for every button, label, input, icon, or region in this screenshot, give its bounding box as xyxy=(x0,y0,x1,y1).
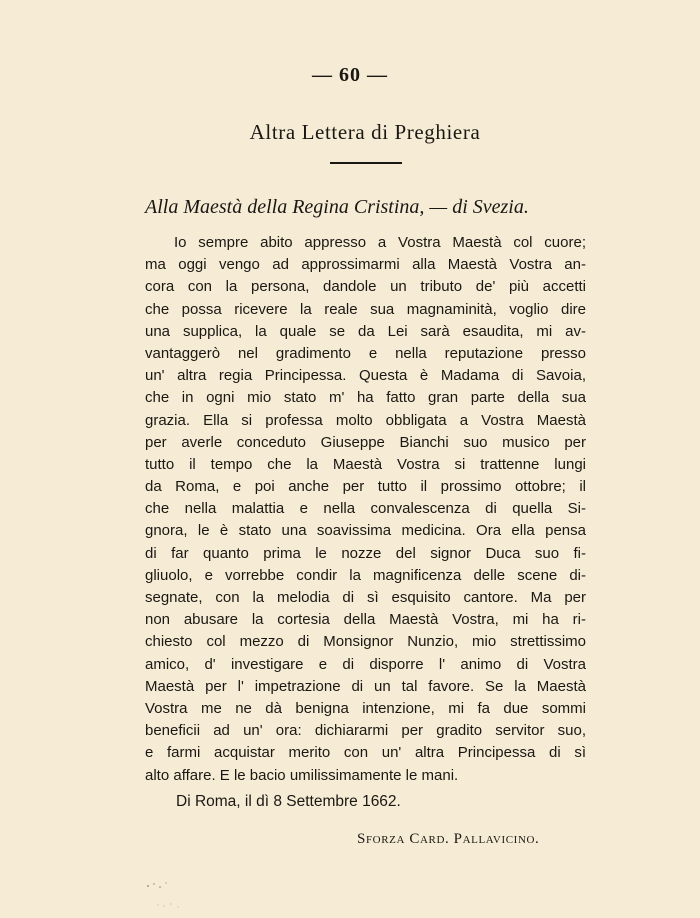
letter-signature: Sforza Card. Pallavicino. xyxy=(357,831,540,847)
body-line: che possa ricevere la reale sua magnaminità, voglio dire xyxy=(145,300,586,318)
body-line: grazia. Ella si professa molto obbligata a Vostra Maestà xyxy=(145,411,586,429)
body-line: non abusare la cortesia della Maestà Vostra, mi ha ri- xyxy=(145,611,586,629)
page-number: — 60 — xyxy=(312,64,388,86)
body-line: Vostra me ne dà benigna intenzione, mi fa due sommi xyxy=(145,699,586,717)
body-line: gliuolo, e vorrebbe condir la magnificenza delle scene di- xyxy=(145,566,586,584)
body-line: amico, d' investigare e di disporre l' animo di Vostra xyxy=(145,655,586,673)
body-line: cora con la persona, dandole un tributo de' più accetti xyxy=(145,278,586,296)
title-divider xyxy=(330,162,402,164)
body-line: chiesto col mezzo di Monsignor Nunzio, mio strettissimo xyxy=(145,633,586,651)
letter-title: Altra Lettera di Preghiera xyxy=(249,120,481,144)
body-line: tutto il tempo che la Maestà Vostra si trattenne lungi xyxy=(145,455,586,473)
body-line: e farmi acquistar merito con un' altra Principessa di sì xyxy=(145,744,586,762)
body-line: Maestà per l' impetrazione di un tal favore. Se la Maestà xyxy=(145,677,586,695)
body-line: ma oggi vengo ad approssimarmi alla Maestà Vostra an- xyxy=(145,256,586,274)
body-line: per averle conceduto Giuseppe Bianchi suo musico per xyxy=(145,433,586,451)
body-line: alto affare. E le bacio umilissimamente le mani. xyxy=(145,766,459,784)
letter-dateline: Di Roma, il dì 8 Settembre 1662. xyxy=(176,793,401,810)
body-line: un' altra regia Principessa. Questa è Madama di Savoia, xyxy=(145,367,586,385)
body-line: di far quanto prima le nozze del signor Duca suo fi- xyxy=(145,544,586,562)
body-line: Io sempre abito appresso a Vostra Maestà col cuore; xyxy=(174,234,586,251)
body-line: vantaggerò nel gradimento e nella reputazione presso xyxy=(145,344,586,362)
body-line: da Roma, e poi anche per tutto il prossimo ottobre; il xyxy=(145,478,586,496)
letter-addressee: Alla Maestà della Regina Cristina, — di Svezia. xyxy=(145,196,529,218)
body-line: che in ogni mio stato m' ha fatto gran parte della sua xyxy=(145,389,586,407)
body-line: che nella malattia e nella convalescenza di quella Si- xyxy=(145,500,586,518)
letter-body xyxy=(145,232,586,787)
body-line: beneficii ad un' ora: dichiararmi per gradito servitor suo, xyxy=(145,722,586,740)
body-line: una supplica, la quale se da Lei sarà esaudita, mi av- xyxy=(145,322,586,340)
body-line: gnora, le è stato una soavissima medicina. Ora ella pensa xyxy=(145,522,586,540)
body-line: segnate, con la melodia di sì esquisito cantore. Ma per xyxy=(145,589,586,606)
ink-specks xyxy=(140,872,200,912)
